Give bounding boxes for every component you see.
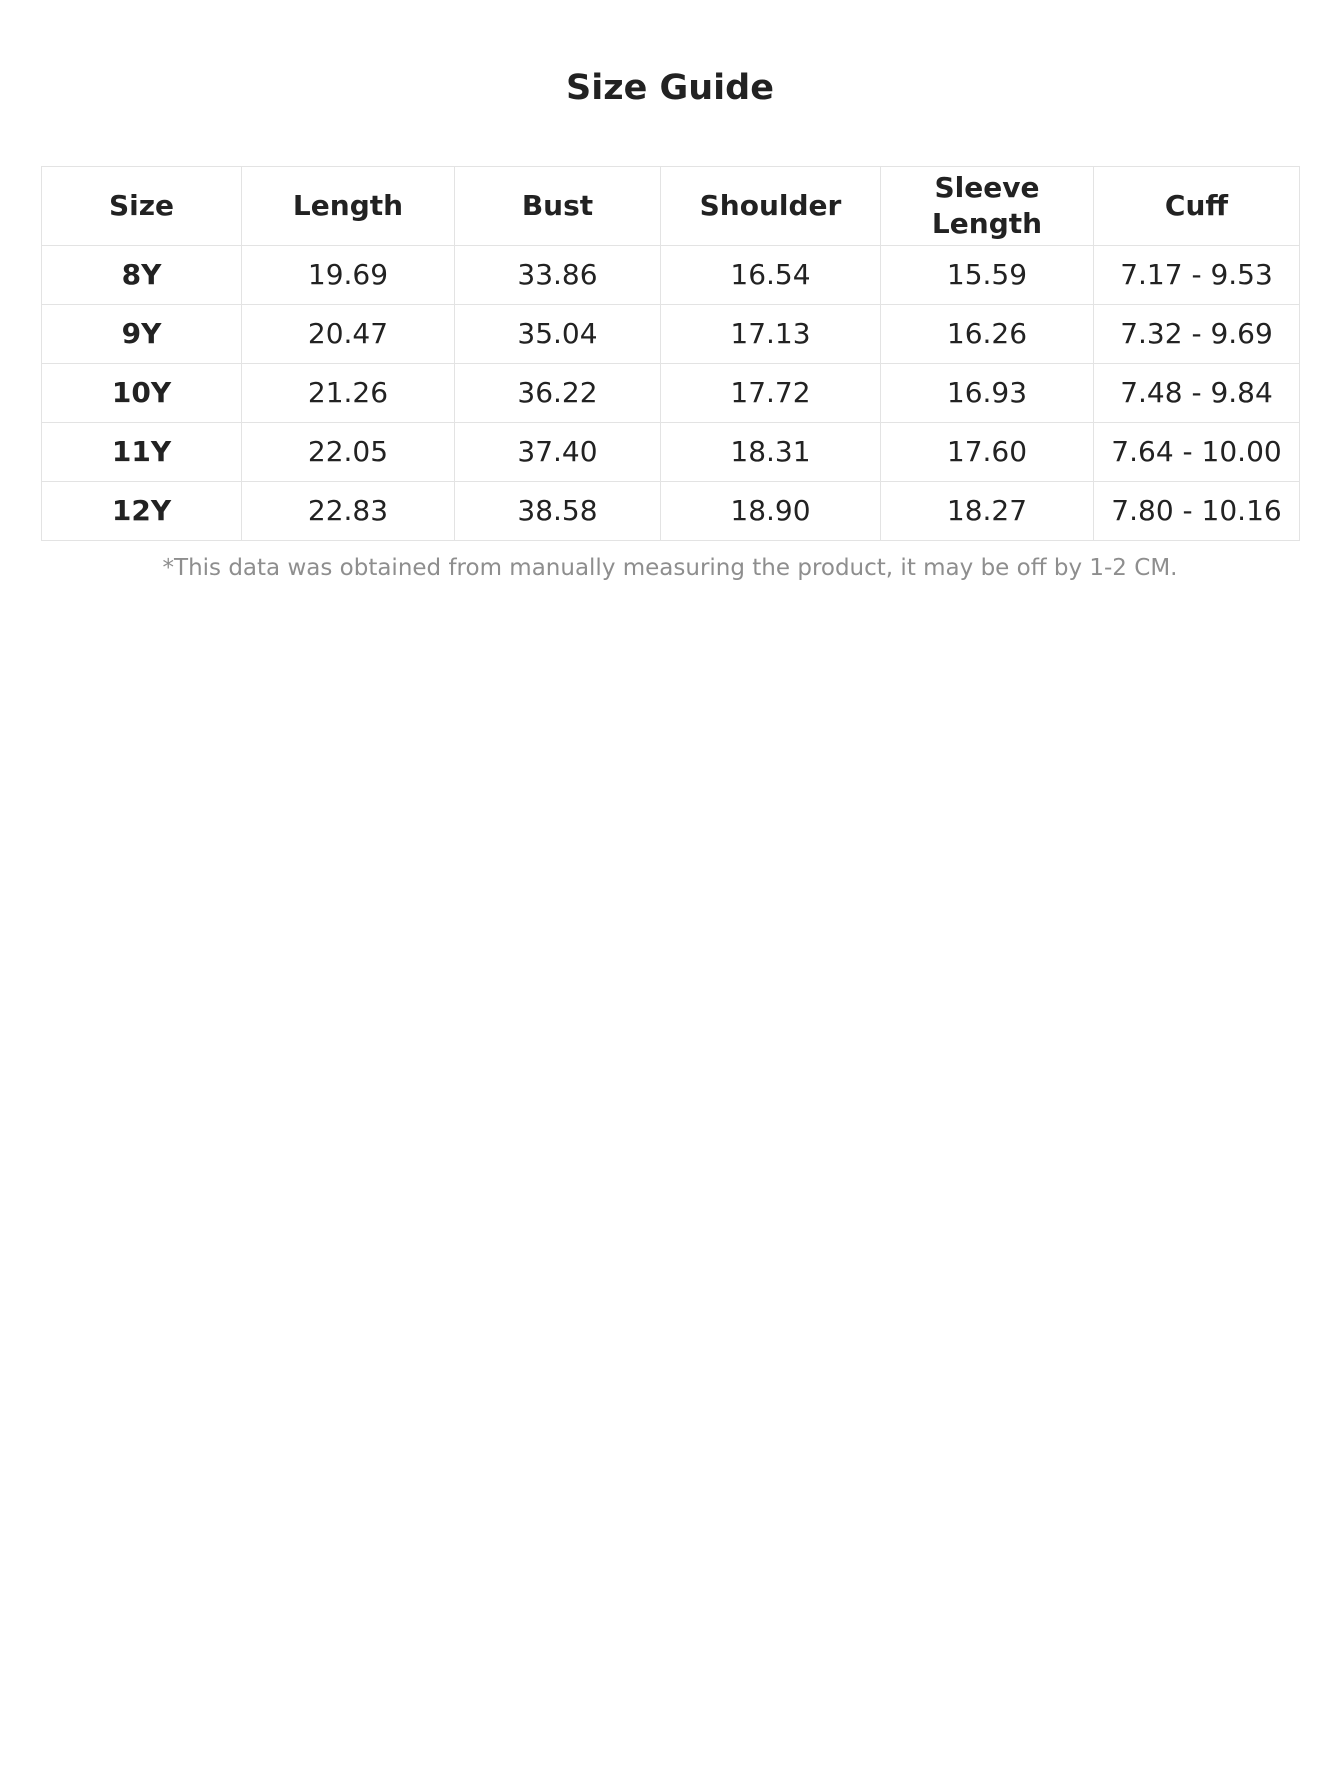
table-row	[42, 305, 1300, 364]
header-size: Size	[42, 167, 242, 246]
length-cell: 21.26	[242, 364, 455, 423]
header-shoulder: Shoulder	[661, 167, 881, 246]
sleeve-length-cell: 17.60	[881, 423, 1094, 482]
table-row	[42, 482, 1300, 541]
bust-cell: 38.58	[455, 482, 661, 541]
table-row	[42, 364, 1300, 423]
size-cell: 10Y	[42, 364, 242, 423]
length-cell: 22.05	[242, 423, 455, 482]
sleeve-length-cell: 16.26	[881, 305, 1094, 364]
cuff-cell: 7.48 - 9.84	[1094, 364, 1300, 423]
size-cell: 12Y	[42, 482, 242, 541]
header-length: Length	[242, 167, 455, 246]
sleeve-length-cell: 18.27	[881, 482, 1094, 541]
header-cuff: Cuff	[1094, 167, 1300, 246]
bust-cell: 33.86	[455, 246, 661, 305]
cuff-cell: 7.32 - 9.69	[1094, 305, 1300, 364]
shoulder-cell: 17.13	[661, 305, 881, 364]
measurement-disclaimer: *This data was obtained from manually measuring the product, it may be off by 1-2 CM.	[162, 555, 1178, 581]
size-cell: 11Y	[42, 423, 242, 482]
bust-cell: 35.04	[455, 305, 661, 364]
cuff-cell: 7.64 - 10.00	[1094, 423, 1300, 482]
size-cell: 9Y	[42, 305, 242, 364]
page-title: Size Guide	[566, 68, 774, 108]
bust-cell: 36.22	[455, 364, 661, 423]
shoulder-cell: 16.54	[661, 246, 881, 305]
shoulder-cell: 17.72	[661, 364, 881, 423]
length-cell: 20.47	[242, 305, 455, 364]
length-cell: 22.83	[242, 482, 455, 541]
size-table	[41, 166, 1300, 541]
length-cell: 19.69	[242, 246, 455, 305]
header-bust: Bust	[455, 167, 661, 246]
bust-cell: 37.40	[455, 423, 661, 482]
shoulder-cell: 18.90	[661, 482, 881, 541]
shoulder-cell: 18.31	[661, 423, 881, 482]
size-cell: 8Y	[42, 246, 242, 305]
cuff-cell: 7.17 - 9.53	[1094, 246, 1300, 305]
sleeve-length-cell: 15.59	[881, 246, 1094, 305]
header-sleeve-length: Sleeve Length	[881, 167, 1094, 246]
table-row	[42, 246, 1300, 305]
sleeve-length-cell: 16.93	[881, 364, 1094, 423]
table-header-row	[42, 167, 1300, 246]
cuff-cell: 7.80 - 10.16	[1094, 482, 1300, 541]
table-row	[42, 423, 1300, 482]
